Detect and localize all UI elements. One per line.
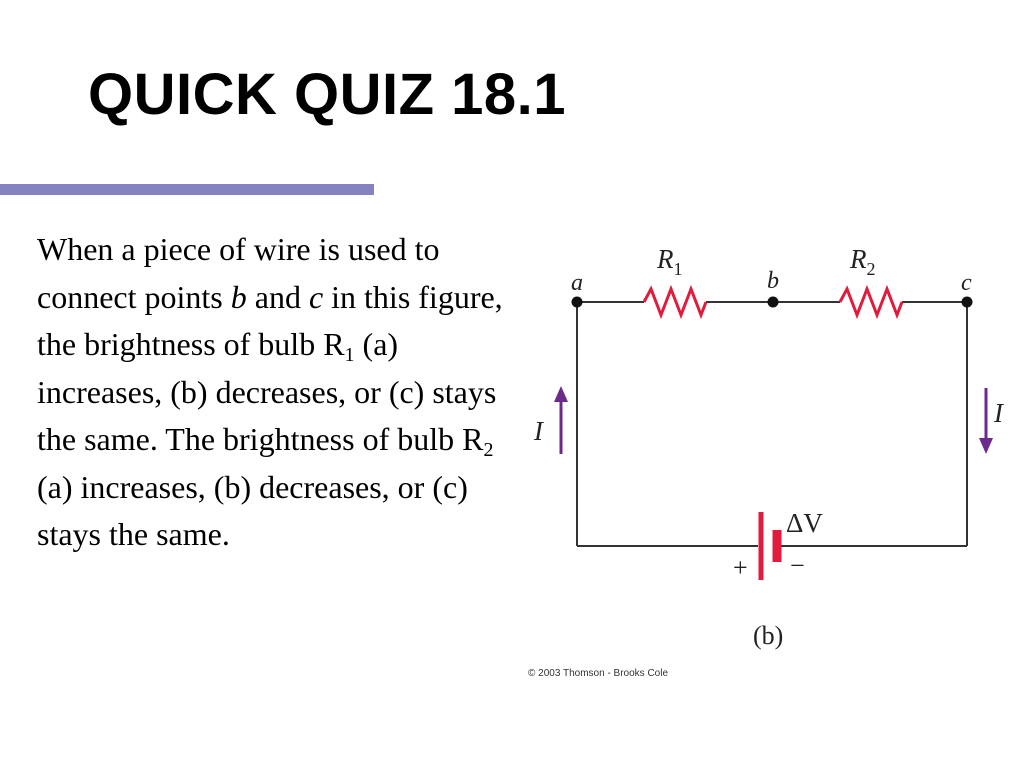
label-r1: $R_1$ bbox=[657, 244, 683, 279]
current-arrow-right-head bbox=[979, 438, 993, 454]
quiz-text-italic: c bbox=[308, 278, 324, 315]
quiz-text-italic: b bbox=[230, 278, 247, 315]
label-r2: $R_2$ bbox=[850, 244, 876, 279]
copyright-credit: © 2003 Thomson - Brooks Cole bbox=[528, 668, 669, 679]
node-c bbox=[962, 297, 973, 308]
label-battery-plus: + bbox=[733, 553, 748, 582]
label-battery-voltage: ΔV bbox=[786, 508, 823, 538]
resistor-r2 bbox=[840, 289, 902, 315]
label-current-right: I bbox=[994, 398, 1003, 428]
node-b bbox=[768, 297, 779, 308]
quiz-text-sub: 1 bbox=[344, 344, 355, 366]
resistor-r1 bbox=[644, 289, 706, 315]
label-point-a: a bbox=[571, 270, 583, 296]
quiz-text-run: (a) increases, (b) decreases, or (c) stays the same. The brightness of bulb R bbox=[37, 326, 497, 457]
figure-caption: (b) bbox=[753, 621, 784, 650]
quiz-text-run: (a) increases, (b) decreases, or (c) stays the same. bbox=[37, 468, 468, 552]
quiz-text-run: in this figure, the brightness of bulb R bbox=[37, 278, 503, 362]
label-battery-minus: − bbox=[790, 551, 805, 580]
label-point-c: c bbox=[961, 270, 972, 296]
quiz-question-text bbox=[37, 226, 507, 559]
label-point-b: b bbox=[767, 268, 779, 294]
quiz-text-run: When a piece of wire is used to connect points bbox=[37, 231, 440, 315]
circuit-diagram bbox=[520, 230, 1003, 660]
quiz-text-sub: 2 bbox=[483, 439, 494, 461]
current-arrow-left-head bbox=[554, 386, 568, 402]
quiz-text-run: and bbox=[246, 278, 309, 315]
title-divider bbox=[0, 184, 374, 195]
slide-title: QUICK QUIZ 18.1 bbox=[88, 62, 567, 127]
label-current-left: I bbox=[534, 416, 543, 446]
node-a bbox=[572, 297, 583, 308]
